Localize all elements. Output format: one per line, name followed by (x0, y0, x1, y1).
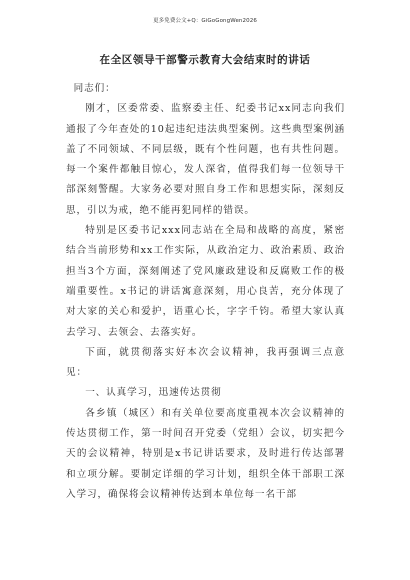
paragraph-secretary-speech: 特别是区委书记xxx同志站在全局和战略的高度，紧密结合当前形势和xx工作实际，从政治定力、政治素质、政治担当3个方面，深刻阐述了党风廉政建设和反腐败工作的极端重要性。x书记的讲话寓意深刻，用心良苦，充分体现了对大家的关心和爱护，语重心长，字字千钧。希望大家认真去学习、去领会、去落实好。 (66, 225, 345, 338)
paragraph-intro: 刚才，区委常委、监察委主任、纪委书记xx同志向我们通报了今年查处的10起违纪违法典型案例。这些典型案例涵盖了不同领域、不同层级，既有个性问题，也有共性问题。每一个案件都触目惊心，发人深省，值得我们每一位领导干部深刻警醒。大家务必要对照自身工作和思想实际，深刻反思，引以为戒，绝不能再犯同样的错误。 (66, 103, 345, 216)
paragraph-section-1: 各乡镇（城区）和有关单位要高度重视本次会议精神的传达贯彻工作，第一时间召开党委（党组）会议，切实把今天的会议精神，特别是x书记讲话要求，及时进行传达部署和立项分解。要制定详细的学习计划，组织全体干部职工深入学习，确保将会议精神传达到本单位每一名干部 (66, 407, 345, 500)
document-body (66, 79, 345, 505)
salutation: 同志们： (73, 83, 116, 94)
paragraph-transition: 下面，就贯彻落实好本次会议精神，我再强调三点意见： (66, 346, 345, 379)
document-title: 在全区领导干部警示教育大会结束时的讲话 (99, 54, 311, 66)
section-heading: 一、认真学习，迅速传达贯彻 (85, 387, 222, 399)
header-note: 更多免费公文+Q：GiGoGongWen2026 (153, 18, 257, 24)
